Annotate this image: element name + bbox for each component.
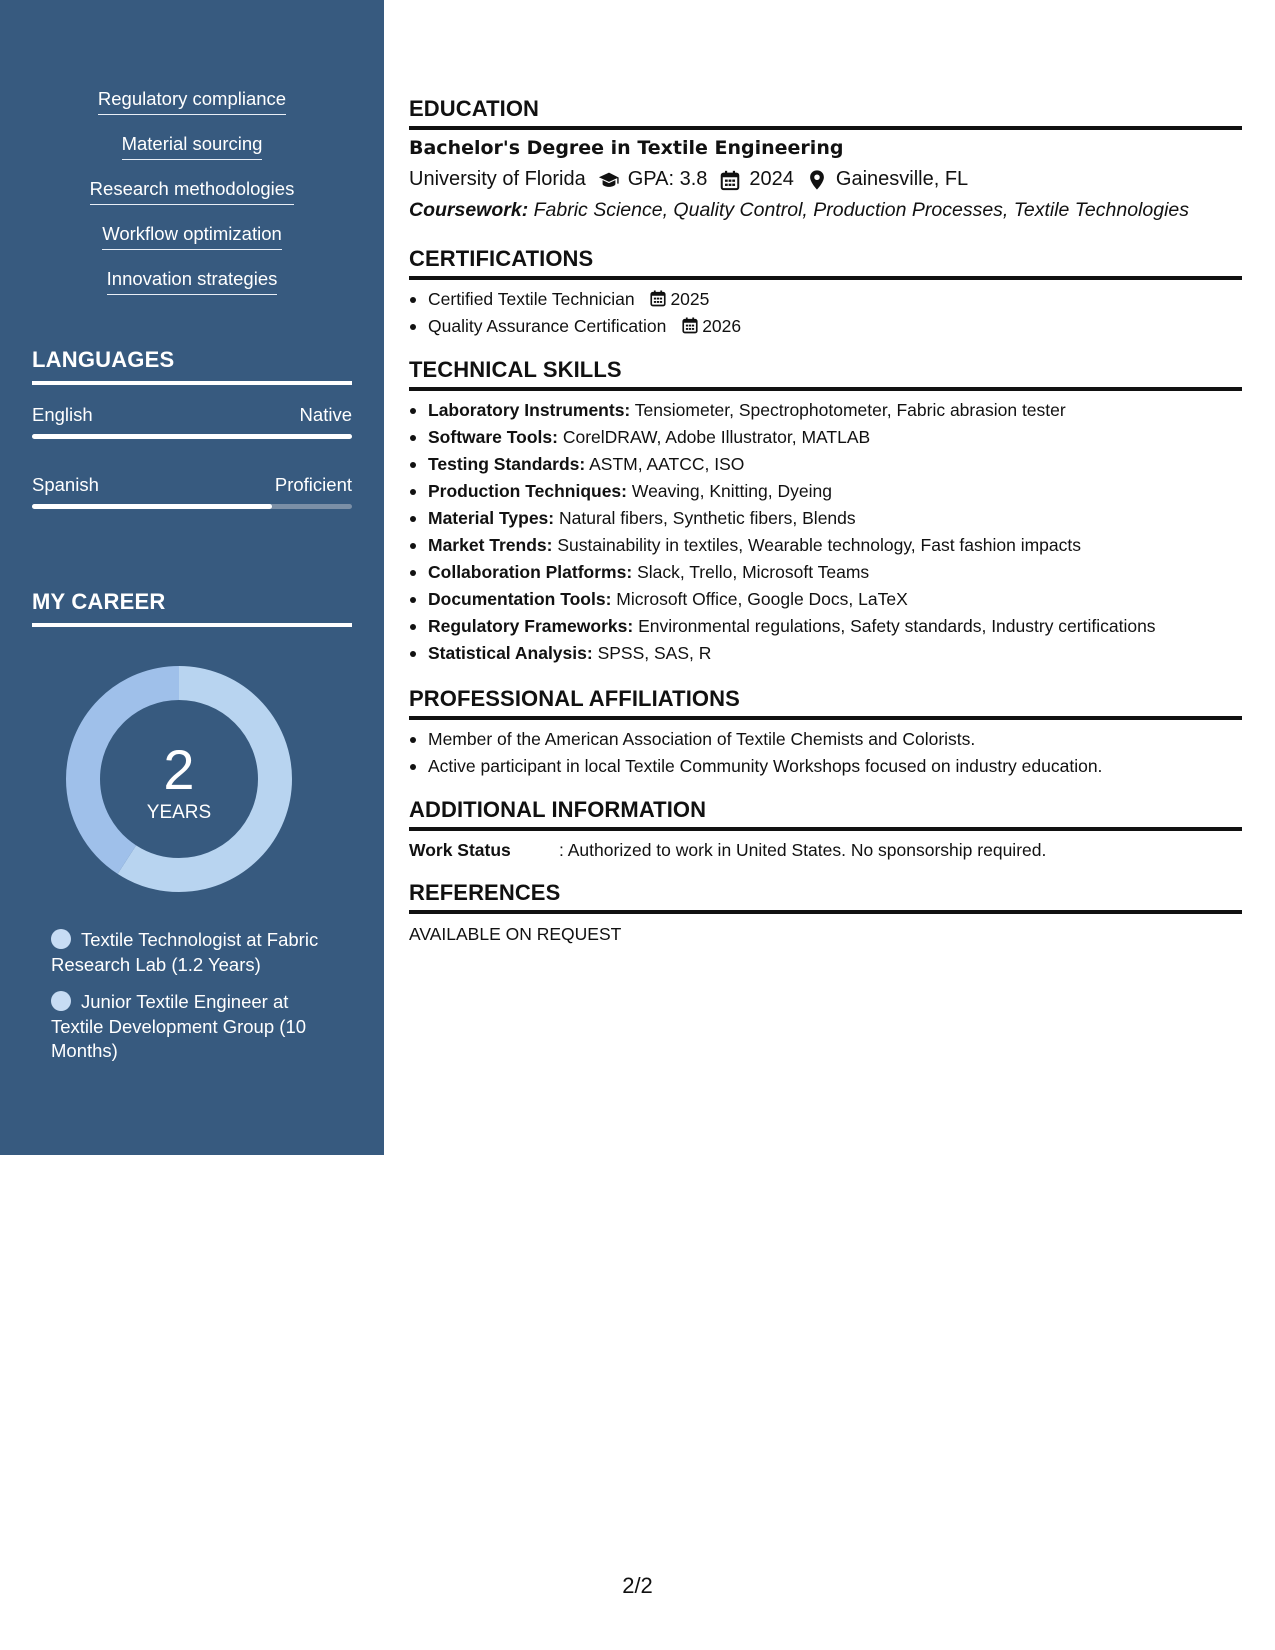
skill-entry: Production Techniques: Weaving, Knitting, Dyeing [409, 478, 1242, 505]
career-total-unit: YEARS [146, 802, 212, 823]
career-legend-dot [51, 929, 71, 949]
degree-title: Bachelor's Degree in Textile Engineering [409, 137, 844, 159]
graduation-year: 2024 [749, 168, 794, 190]
skill-item: Workflow optimization [0, 223, 384, 253]
work-status [409, 840, 1046, 861]
language-name: English [32, 404, 93, 425]
sidebar [0, 0, 384, 1155]
gpa: GPA: 3.8 [627, 168, 708, 190]
affiliation-item: Member of the American Association of Textile Chemists and Colorists. [409, 726, 1242, 753]
career-total-number: 2 [163, 738, 195, 801]
language-level: Proficient [274, 474, 352, 495]
additional-info-heading: ADDITIONAL INFORMATION [409, 797, 1242, 831]
language-name: Spanish [32, 474, 99, 495]
skill-item: Regulatory compliance [0, 88, 384, 118]
affiliations-list [409, 726, 1242, 780]
calendar-icon [649, 289, 667, 307]
languages-heading: LANGUAGES [32, 347, 352, 385]
coursework-label: Coursework: [409, 199, 529, 221]
skill-entry: Regulatory Frameworks: Environmental regulations, Safety standards, Industry certifications [409, 613, 1242, 640]
technical-skills-heading: TECHNICAL SKILLS [409, 357, 1242, 391]
work-status-label: Work Status [409, 840, 511, 860]
affiliations-heading: PROFESSIONAL AFFILIATIONS [409, 686, 1242, 720]
skill-item: Material sourcing [0, 133, 384, 163]
skill-entry: Collaboration Platforms: Slack, Trello, Microsoft Teams [409, 559, 1242, 586]
calendar-icon [681, 316, 699, 334]
language-level: Native [299, 404, 352, 425]
calendar-icon [719, 169, 741, 191]
language-bar-fill [32, 504, 272, 509]
language-bar-fill [32, 434, 352, 439]
work-status-value: : Authorized to work in United States. No sponsorship required. [559, 840, 1047, 860]
school-location: Gainesville, FL [835, 168, 969, 190]
school-name: University of Florida [409, 168, 586, 190]
skill-entry: Market Trends: Sustainability in textiles, Wearable technology, Fast fashion impacts [409, 532, 1242, 559]
career-item: Junior Textile Engineer at Textile Development Group (10 Months) [51, 991, 307, 1061]
coursework [409, 199, 1189, 222]
graduation-cap-icon [598, 169, 620, 191]
skill-entry: Software Tools: CorelDRAW, Adobe Illustrator, MATLAB [409, 424, 1242, 451]
skill-entry: Testing Standards: ASTM, AATCC, ISO [409, 451, 1242, 478]
career-heading: MY CAREER [32, 589, 352, 627]
technical-skills-list [409, 397, 1242, 667]
skill-entry: Statistical Analysis: SPSS, SAS, R [409, 640, 1242, 667]
language-bar [32, 434, 352, 439]
career-legend-dot [51, 991, 71, 1011]
education-details [409, 168, 968, 191]
language-bar [32, 504, 352, 509]
skill-item: Research methodologies [0, 178, 384, 208]
references-text: AVAILABLE ON REQUEST [409, 924, 622, 944]
coursework-list: Fabric Science, Quality Control, Production Processes, Textile Technologies [533, 199, 1190, 221]
location-pin-icon [806, 169, 828, 191]
certification-item: Certified Textile Technician 2025 [409, 286, 1242, 313]
certifications-list [409, 286, 1242, 340]
career-item: Textile Technologist at Fabric Research Lab (1.2 Years) [51, 929, 319, 975]
certification-item: Quality Assurance Certification 2026 [409, 313, 1242, 340]
education-heading: EDUCATION [409, 96, 1242, 130]
skill-entry: Laboratory Instruments: Tensiometer, Spectrophotometer, Fabric abrasion tester [409, 397, 1242, 424]
certifications-heading: CERTIFICATIONS [409, 246, 1242, 280]
page-number: 2/2 [622, 1573, 653, 1598]
skill-entry: Material Types: Natural fibers, Synthetic fibers, Blends [409, 505, 1242, 532]
skill-item: Innovation strategies [0, 268, 384, 298]
references-heading: REFERENCES [409, 880, 1242, 914]
skill-entry: Documentation Tools: Microsoft Office, Google Docs, LaTeX [409, 586, 1242, 613]
affiliation-item: Active participant in local Textile Community Workshops focused on industry education. [409, 753, 1242, 780]
